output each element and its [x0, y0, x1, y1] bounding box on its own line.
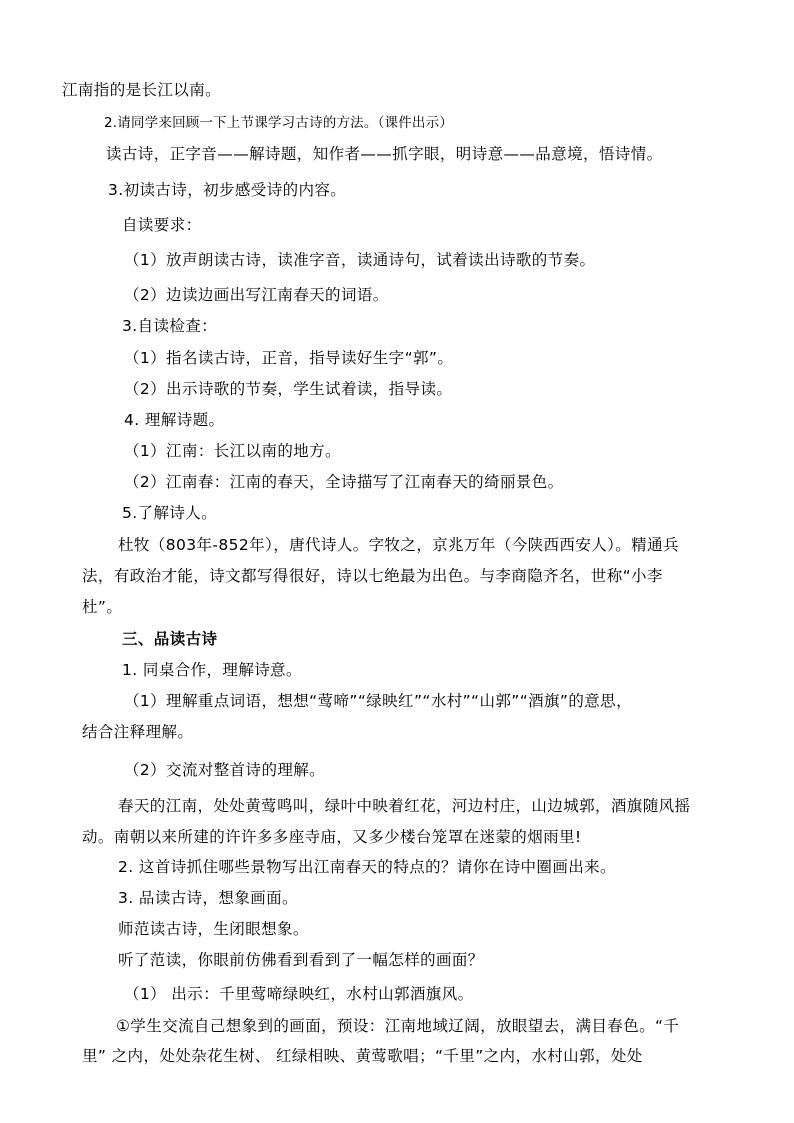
- paragraph-line: 春天的江南，处处黄莺鸣叫，绿叶中映着红花，河边村庄，山边城郭，酒旗随风摇: [118, 797, 691, 815]
- paragraph-line: 江南指的是长江以南。: [62, 81, 222, 99]
- paragraph-line: 读古诗，正字音——解诗题，知作者——抓字眼，明诗意——品意境，悟诗情。: [106, 145, 663, 163]
- section-heading: 1. 同桌合作，理解诗意。: [122, 661, 302, 679]
- paragraph-line: 动。南朝以来所建的许许多多座寺庙，又多少楼台笼罩在迷蒙的烟雨里!: [82, 828, 582, 846]
- section-title: 三、品读古诗: [122, 630, 218, 648]
- paragraph-line: 自读要求：: [122, 216, 202, 234]
- section-heading: 4. 理解诗题。: [124, 411, 225, 429]
- section-heading: 3.自读检查：: [122, 317, 218, 335]
- list-item: （2）江南春：江南的春天，全诗描写了江南春天的绮丽景色。: [124, 473, 564, 491]
- paragraph-line: 里” 之内，处处杂花生树、 红绿相映、黄莺歌唱；“千里”之内，水村山郭，处处: [82, 1047, 643, 1065]
- paragraph-line: ①学生交流自己想象到的画面，预设：江南地域辽阔，放眼望去，满目春色。“千: [116, 1017, 680, 1035]
- paragraph-line: 结合注释理解。: [82, 723, 194, 741]
- paragraph-line: 3. 品读古诗，想象画面。: [118, 889, 298, 907]
- list-item: （1） 出示：千里莺啼绿映红，水村山郭酒旗风。: [124, 985, 474, 1003]
- paragraph-line: 杜”。: [82, 598, 123, 616]
- list-item: （1）指名读古诗，正音，指导读好生字“郭”。: [124, 349, 454, 367]
- list-item: （1）江南：长江以南的地方。: [124, 442, 341, 460]
- paragraph-line: 杜牧（803年-852年），唐代诗人。字牧之，京兆万年（今陕西西安人）。精通兵: [118, 536, 679, 554]
- list-item: （1）理解重点词语，想想“莺啼”“绿映红”“水村”“山郭”“酒旗”的意思，: [124, 692, 632, 710]
- paragraph-line: 听了范读，你眼前仿佛看到看到了一幅怎样的画面？: [118, 951, 484, 969]
- paragraph-line: 师范读古诗，生闭眼想象。: [118, 920, 309, 938]
- paragraph-line: 3.初读古诗，初步感受诗的内容。: [108, 181, 347, 199]
- paragraph-line: 法，有政治才能，诗文都写得很好，诗以七绝最为出色。与李商隐齐名，世称“小李: [82, 567, 663, 585]
- list-item: （2）交流对整首诗的理解。: [124, 761, 326, 779]
- list-item: （2）边读边画出写江南春天的词语。: [124, 286, 389, 304]
- section-heading: 5.了解诗人。: [122, 504, 218, 522]
- paragraph-line: 2. 这首诗抓住哪些景物写出江南春天的特点的？请你在诗中圈画出来。: [118, 858, 616, 876]
- paragraph-line: 2.请同学来回顾一下上节课学习古诗的方法。（课件出示）: [104, 115, 454, 131]
- list-item: （1）放声朗读古诗，读准字音，读通诗句，试着读出诗歌的节奏。: [124, 251, 596, 269]
- list-item: （2）出示诗歌的节奏，学生试着读，指导读。: [124, 380, 453, 398]
